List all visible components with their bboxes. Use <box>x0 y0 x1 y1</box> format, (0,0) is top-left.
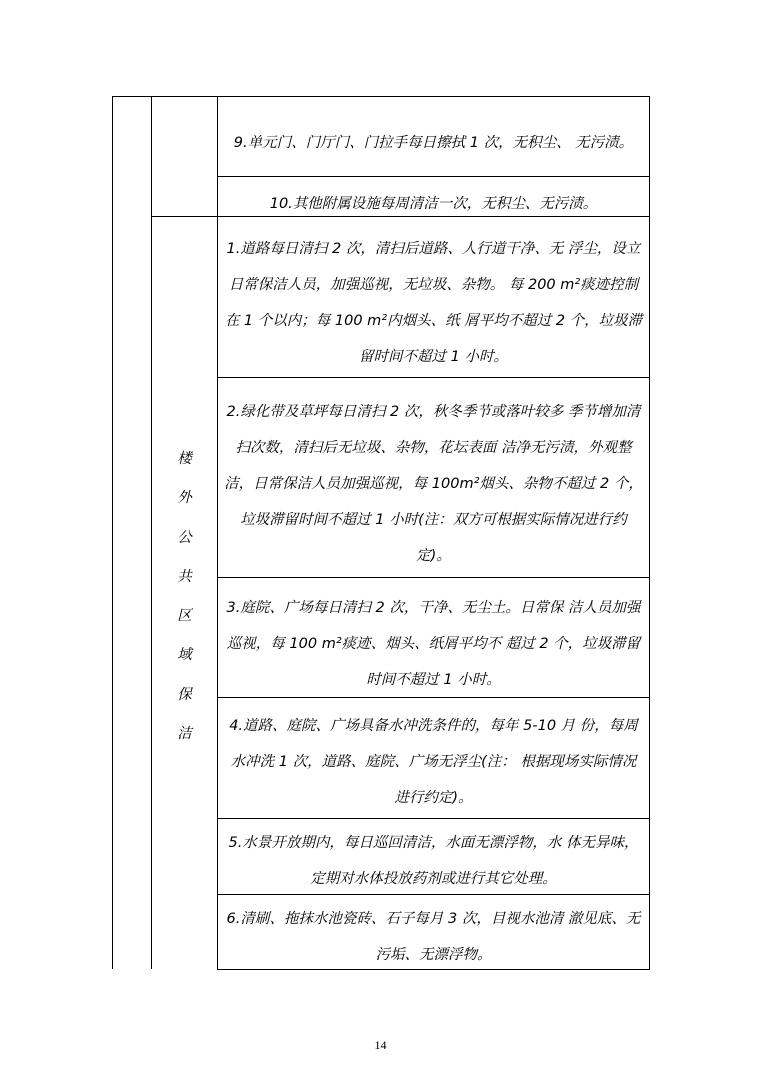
category-char: 域 <box>177 647 192 664</box>
table-row <box>218 904 649 969</box>
row-divider <box>217 377 650 378</box>
category-char: 区 <box>177 608 192 625</box>
row-text: 5.水景开放期内，每日巡回清洁，水面无漂浮物，水 体无异味，定期对水体投放药剂或进行其它处理。 <box>228 835 639 887</box>
table-border-right <box>649 96 650 970</box>
table-border-left <box>112 96 113 969</box>
category-char: 共 <box>177 568 192 585</box>
category-char: 楼 <box>177 451 192 467</box>
page-number: 14 <box>374 1038 387 1052</box>
table-row <box>218 110 649 176</box>
row-text: 1.道路每日清扫 2 次，清扫后道路、人行道干净、无 浮尘，设立日常保洁人员，加强巡视，无垃圾、杂物。 每 200 m²痰迹控制在 1 个以内；每 100 m²内烟头、纸 屑平均不超过 2 个，垃圾滞留时间不超过 1 小时。 <box>224 240 643 365</box>
row-text: 3.庭院、广场每日清扫 2 次，干净、无尘土。日常保 洁人员加强巡视，每 100 m²痰迹、烟头、纸屑平均不 超过 2 个，垃圾滞留时间不超过 1 小时。 <box>226 599 641 688</box>
row-text: 10.其他附属设施每周清洁一次，无积尘、无污渍。 <box>269 196 598 212</box>
row-divider <box>217 818 650 819</box>
table-row <box>218 390 649 577</box>
table-row <box>218 590 649 697</box>
row-text: 2.绿化带及草坪每日清扫 2 次，秋冬季节或落叶较多 季节增加清扫次数，清扫后无垃圾、杂物，花坛表面 洁净无污渍，外观整洁，日常保洁人员加强巡视，每 100m²烟头、杂物不超过 2 个，垃圾滞留时间不超过 1 小时(注：双方可根据实际情况进行约定)。 <box>224 403 643 564</box>
row-text: 9.单元门、门厅门、门拉手每日擦拭 1 次，无积尘、 无污渍。 <box>233 135 634 151</box>
category-char: 公 <box>177 529 192 546</box>
category-char: 保 <box>177 686 192 703</box>
row-divider <box>217 176 650 177</box>
table-row <box>218 184 649 224</box>
category-char: 洁 <box>177 726 192 743</box>
table-border-top <box>112 96 650 97</box>
table-row <box>218 705 649 818</box>
row-text: 4.道路、庭院、广场具备水冲洗条件的，每年 5-10 月 份，每周水冲洗 1 次，道路、庭院、广场无浮尘(注： 根据现场实际情况进行约定)。 <box>229 717 638 806</box>
category-char: 外 <box>177 490 192 507</box>
table-row <box>218 228 649 377</box>
category-label <box>152 440 217 754</box>
table-row <box>218 828 649 894</box>
row-text: 6.清刷、拖抹水池瓷砖、石子每月 3 次，目视水池清 澈见底、无污垢、无漂浮物。 <box>226 910 641 963</box>
row-divider <box>217 577 650 578</box>
